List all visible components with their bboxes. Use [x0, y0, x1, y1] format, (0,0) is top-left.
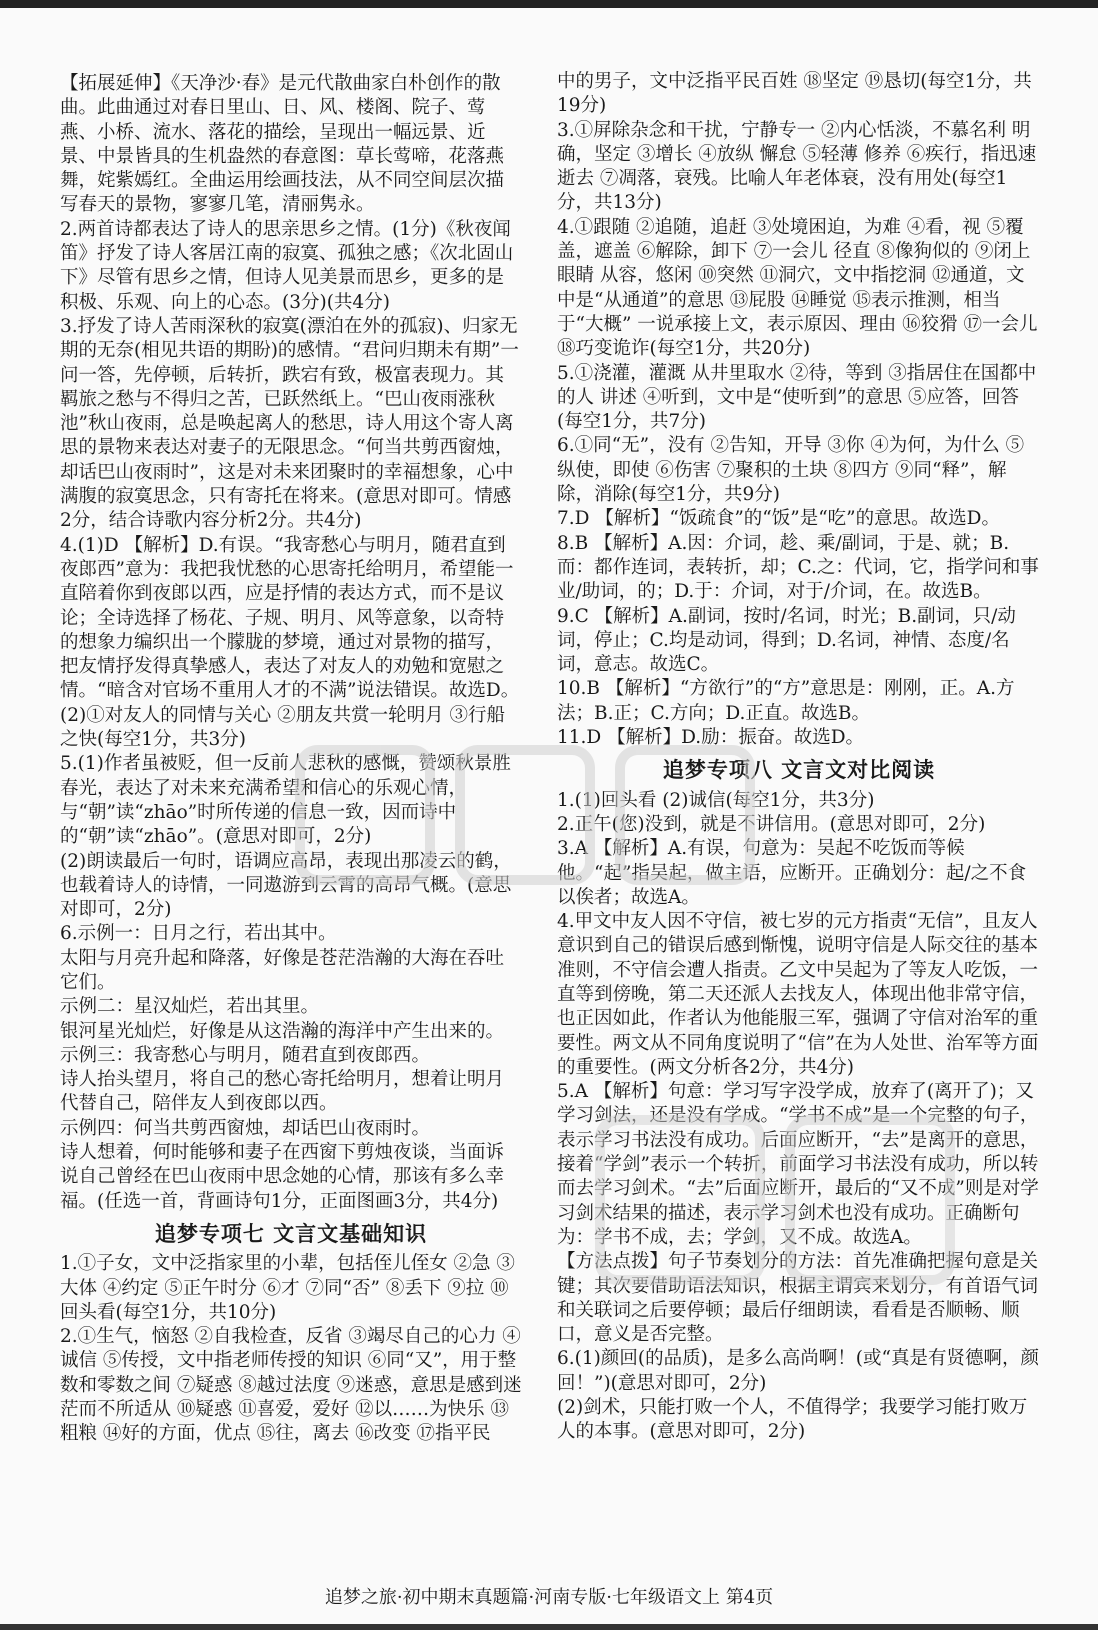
- paragraph: 6.示例一：日月之行，若出其中。: [60, 923, 337, 945]
- paragraph: 示例二：星汉灿烂，若出其里。: [60, 996, 320, 1018]
- paragraph: (2)①对友人的同情与关心 ②朋友共赏一轮明月 ③行船之快(每空1分，共3分): [60, 704, 505, 751]
- paragraph: 【方法点拨】句子节奏划分的方法：首先准确把握句意是关键；其次要借助语法知识，根据主谓宾来划分，有首语气词和关联词之后要停顿；最后仔细朗读，看看是否顺畅、顺口，意义是否完整。: [557, 1251, 1039, 1346]
- paragraph: 太阳与月亮升起和降落，好像是苍茫浩瀚的大海在吞吐它们。: [60, 947, 505, 993]
- section-heading-8: 追梦专项八 文言文对比阅读: [662, 758, 936, 783]
- paragraph: 诗人抬头望月，将自己的愁心寄托给明月，想着让明月代替自己，陪伴友人到夜郎以西。: [60, 1069, 505, 1115]
- paragraph: 诗人想着，何时能够和妻子在西窗下剪烛夜谈，当面诉说自己曾经在巴山夜雨中思念她的心情，那该有多么幸福。(任选一首，背画诗句1分，正面图画3分，共4分): [60, 1142, 505, 1212]
- paragraph: 10.B 【解析】“方欲行”的“方”意思是：刚刚，正。A.方法；B.正；C.方向；D.正直。故选B。: [557, 678, 1015, 724]
- right-column: [557, 70, 1041, 1445]
- top-border: [0, 0, 1098, 8]
- left-column: [60, 72, 522, 1447]
- paragraph: 4.①跟随 ②追随，追赶 ③处境困迫，为难 ④看，视 ⑤覆盖，遮盖 ⑥解除，卸下 ⑦一会儿 径直 ⑧像狗似的 ⑨闭上眼睛 从容，悠闲 ⑩突然 ⑪洞穴，文中指挖洞 ⑫通道，文中是“从通道”的意思 ⑬屁股 ⑭睡觉 ⑮表示推测，相当于“大概” 一说承接上文，表示原因、理由 ⑯狡猾 ⑰一会儿 ⑱巧变诡诈(每空1分，共20分): [557, 216, 1038, 360]
- paragraph: 4.甲文中友人因不守信，被七岁的元方指责“无信”，且友人意识到自己的错误后感到惭愧，说明守信是人际交往的基本准则，不守信会遭人指责。乙文中吴起为了等友人吃饭，一直等到傍晚，第二天还派人去找友人，体现出他非常守信，也正因如此，作者认为他能服三军，强调了守信对治军的重要性。两文从不同角度说明了“信”在为人处世、治军等方面的重要性。(两文分析各2分，共4分): [557, 911, 1039, 1078]
- page-footer: 追梦之旅·初中期末真题篇·河南专版·七年级语文上 第4页: [324, 1587, 774, 1608]
- paragraph: 【拓展延伸】《天净沙·春》是元代散曲家白朴创作的散曲。此曲通过对春日里山、日、风、楼阁、院子、莺燕、小桥、流水、落花的描绘，呈现出一幅远景、近景、中景皆具的生机盎然的春意图：草长莺啼，花落燕舞，姹紫嫣红。全曲运用绘画技法，从不同空间层次描写春天的景物，寥寥几笔，清丽隽永。: [60, 73, 505, 216]
- paragraph: 5.①浇灌，灌溉 从井里取水 ②待，等到 ③指居住在国都中的人 讲述 ④听到，文中是“使听到”的意思 ⑤应答，回答(每空1分，共7分): [557, 362, 1037, 433]
- paragraph: 9.C 【解析】A.副词，按时/名词，时光；B.副词，只/动词，停止；C.均是动词，得到；D.名词，神情、态度/名词，意志。故选C。: [557, 605, 1016, 676]
- paragraph: (2)剑术，只能打败一个人，不值得学；我要学习能打败万人的本事。(意思对即可，2分): [557, 1397, 1028, 1443]
- paragraph: 银河星光灿烂，好像是从这浩瀚的海洋中产生出来的。: [60, 1020, 505, 1042]
- paragraph: 6.(1)颜回(的品质)，是多么高尚啊！(或“真是有贤德啊，颜回！”)(意思对即可，2分): [557, 1348, 1039, 1394]
- paragraph: 4.(1)D 【解析】D.有误。“我寄愁心与明月，随君直到夜郎西”意为：我把我忧愁的心思寄托给明月，希望能一直陪着你到夜郎以西，应是抒情的表达方式，而不是议论；全诗选择了杨花、子规、明月、风等意象，以奇特的想象力编织出一个朦胧的梦境，通过对景物的描写，把友情抒发得真挚感人，表达了对友人的劝勉和宽慰之情。“暗含对官场不重用人才的不满”说法错误。故选D。: [60, 534, 520, 702]
- paragraph: 1.①子女，文中泛指家里的小辈，包括侄儿侄女 ②急 ③大体 ④约定 ⑤正午时分 ⑥才 ⑦同“否” ⑧丢下 ⑨拉 ⑩回头看(每空1分，共10分): [60, 1253, 515, 1323]
- paragraph: 2.两首诗都表达了诗人的思亲思乡之情。(1分)《秋夜闻笛》抒发了诗人客居江南的寂寞、孤独之感；《次北固山下》尽管有思乡之情，但诗人见美景而思乡，更多的是积极、乐观、向上的心态。(3分)(共4分): [60, 218, 514, 313]
- paragraph: 5.A 【解析】句意：学习写字没学成，放弃了(离开了)；又学习剑法，还是没有学成。“学书不成”是一个完整的句子，表示学习书法没有成功。后面应断开，“去”是离开的意思，接着“学剑”表示一个转折，前面学习书法没有成功，所以转而去学习剑术。“去”后面应断开，最后的“又不成”则是对学习剑术结果的描述，表示学习剑术也没有成功。正确断句为：学书不成，去；学剑，又不成。故选A。: [557, 1081, 1039, 1248]
- paragraph: 6.①同“无”，没有 ②告知，开导 ③你 ④为何，为什么 ⑤纵使，即使 ⑥伤害 ⑦聚积的土块 ⑧四方 ⑨同“释”，解除，消除(每空1分，共9分): [557, 435, 1025, 506]
- paragraph: 3.A 【解析】A.有误，句意为：吴起不吃饭而等候他。“起”指吴起，做主语，应断开。正确划分：起/之不食以俟者；故选A。: [557, 838, 1027, 908]
- paragraph: 3.①屏除杂念和干扰，宁静专一 ②内心恬淡，不慕名利 明确，坚定 ③增长 ④放纵 懈怠 ⑤轻薄 修养 ⑥疾行，指迅速逝去 ⑦凋落，衰残。比喻人年老体衰，没有用处(每空1分，共13分): [557, 119, 1037, 214]
- paragraph: 11.D 【解析】D.励：振奋。故选D。: [557, 727, 865, 749]
- paragraph: 2.正午(您)没到，就是不讲信用。(意思对即可，2分): [557, 813, 986, 835]
- paragraph: (2)朗读最后一句时，语调应高昂，表现出那凌云的鹤，也载着诗人的诗情，一同遨游到云霄的高昂气概。(意思对即可，2分): [60, 850, 512, 921]
- paragraph: 中的男子，文中泛指平民百姓 ⑱坚定 ⑲恳切(每空1分，共19分): [557, 71, 1032, 117]
- paragraph: 2.①生气，恼怒 ②自我检查，反省 ③竭尽自己的心力 ④诚信 ⑤传授，文中指老师传授的知识 ⑥同“又”，用于整数和零数之间 ⑦疑惑 ⑧越过法度 ⑨迷惑，意思是感到迷茫而不所适从 ⑩疑惑 ⑪喜爱，爱好 ⑫以……为快乐 ⑬粗粮 ⑭好的方面，优点 ⑮往，离去 ⑯改变 ⑰指平民: [60, 1326, 522, 1445]
- paragraph: 8.B 【解析】A.因：介词，趁、乘/副词，于是、就；B.而：都作连词，表转折，却；C.之：代词，它，指学问和事业/助词，的；D.于：介词，对于/介词，在。故选B。: [557, 532, 1039, 603]
- paragraph: 示例三：我寄愁心与明月，随君直到夜郎西。: [60, 1044, 431, 1066]
- section-heading-7: 追梦专项七 文言文基础知识: [154, 1221, 428, 1246]
- bottom-border: [0, 1624, 1098, 1630]
- paragraph: 5.(1)作者虽被贬，但一反前人悲秋的感慨，赞颂秋景胜春光，表达了对未来充满希望和信心的乐观心情，与“朝”读“zhāo”时所传递的信息一致，因而诗中的“朝”读“zhāo”。(意思对即可，2分): [60, 753, 511, 848]
- paragraph: 7.D 【解析】“饭疏食”的“饭”是“吃”的意思。故选D。: [557, 508, 1000, 530]
- paragraph: 示例四：何当共剪西窗烛，却话巴山夜雨时。: [60, 1117, 431, 1139]
- paragraph: 1.(1)回头看 (2)诚信(每空1分，共3分): [557, 789, 875, 811]
- paragraph: 3.抒发了诗人苦雨深秋的寂寞(漂泊在外的孤寂)、归家无期的无奈(相见共语的期盼)的感情。“君问归期未有期”一问一答，先停顿，后转折，跌宕有致，极富表现力。其羁旅之愁与不得归之苦，已跃然纸上。“巴山夜雨涨秋池”秋山夜雨，总是唤起离人的愁思，诗人用这个寄人离思的景物来表达对妻子的无限思念。“何当共剪西窗烛，却话巴山夜雨时”，这是对未来团聚时的幸福想象，心中满腹的寂寞思念，只有寄托在将来。(意思对即可。情感2分，结合诗歌内容分析2分。共4分): [60, 315, 519, 532]
